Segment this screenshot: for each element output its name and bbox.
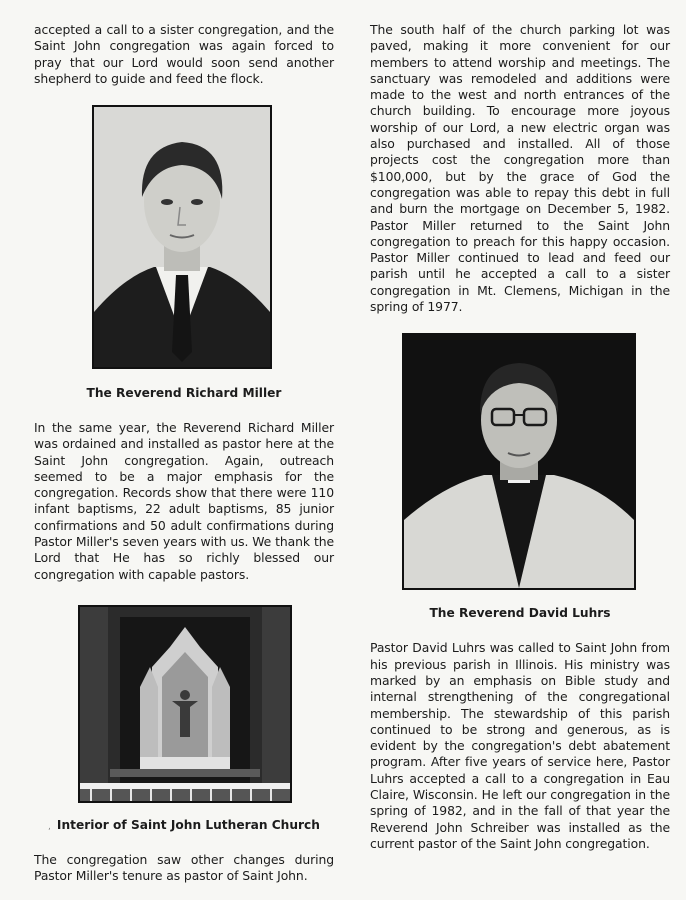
photo-reverend-richard-miller bbox=[92, 105, 272, 369]
church-interior-image bbox=[80, 607, 290, 801]
stray-mark: , bbox=[48, 821, 51, 832]
portrait-luhrs-image bbox=[404, 335, 634, 588]
paragraph-other-changes: The congregation saw other changes during Pastor Miller's tenure as pastor of Saint John. bbox=[34, 851, 334, 884]
caption-church-interior bbox=[34, 818, 334, 832]
paragraph-pastor-luhrs: Pastor David Luhrs was called to Saint John from his previous parish in Illinois. His ministry was marked by an emphasis on Bible study and internal strengthening of the congregational membership. The stewardship of this parish continued to be strong and generous, as is evident by the congregation's debt abatement program. After five years of service here, Pastor Luhrs accepted a call to a congregation in Eau Claire, Wisconsin. He left our congregation in the spring of 1982, and in the fall of that year the Reverend John Schreiber was installed as the current pastor of the Saint John congregation. bbox=[370, 640, 670, 851]
caption-reverend-richard-miller: The Reverend Richard Miller bbox=[86, 386, 282, 400]
left-column bbox=[34, 22, 334, 885]
photo-reverend-david-luhrs bbox=[402, 333, 636, 590]
paragraph-parking-lot-and-remodel: The south half of the church parking lot was paved, making it more convenient for our members to attend worship and meetings. The sanctuary was remodeled and additions were made to the west and north entrances of the church building. To encourage more joyous worship of our Lord, a new electric organ was also purchased and installed. All of those projects cost the congregation more than $100,000, but by the grace of God the congregation was able to repay this debt in full and burn the mortgage on December 5, 1982. Pastor Miller returned to the Saint John congregation to preach for this happy occasion. Pastor Miller continued to lead and feed our parish until he accepted a call to a sister congregation in Mt. Clemens, Michigan in the spring of 1977. bbox=[370, 22, 670, 315]
right-column bbox=[370, 22, 670, 852]
portrait-miller-image bbox=[94, 107, 270, 367]
paragraph-reverend-miller: In the same year, the Reverend Richard Miller was ordained and installed as pastor here at the Saint John congregation. Again, outreach seemed to be a major emphasis for the congregation. Records show that there were 110 infant baptisms, 22 adult baptisms, 85 junior confirmations and 50 adult confirmations during Pastor Miller's seven years with us. We thank the Lord that He has so richly blessed our congregation with capable pastors. bbox=[34, 420, 334, 582]
paragraph-call-to-sister-congregation: accepted a call to a sister congregation, and the Saint John congregation was again forced to pray that our Lord would soon send another shepherd to guide and feed the flock. bbox=[34, 22, 334, 86]
photo-church-interior bbox=[78, 605, 292, 803]
caption-church-interior-text: Interior of Saint John Lutheran Church bbox=[56, 817, 320, 832]
caption-reverend-david-luhrs: The Reverend David Luhrs bbox=[429, 606, 611, 621]
